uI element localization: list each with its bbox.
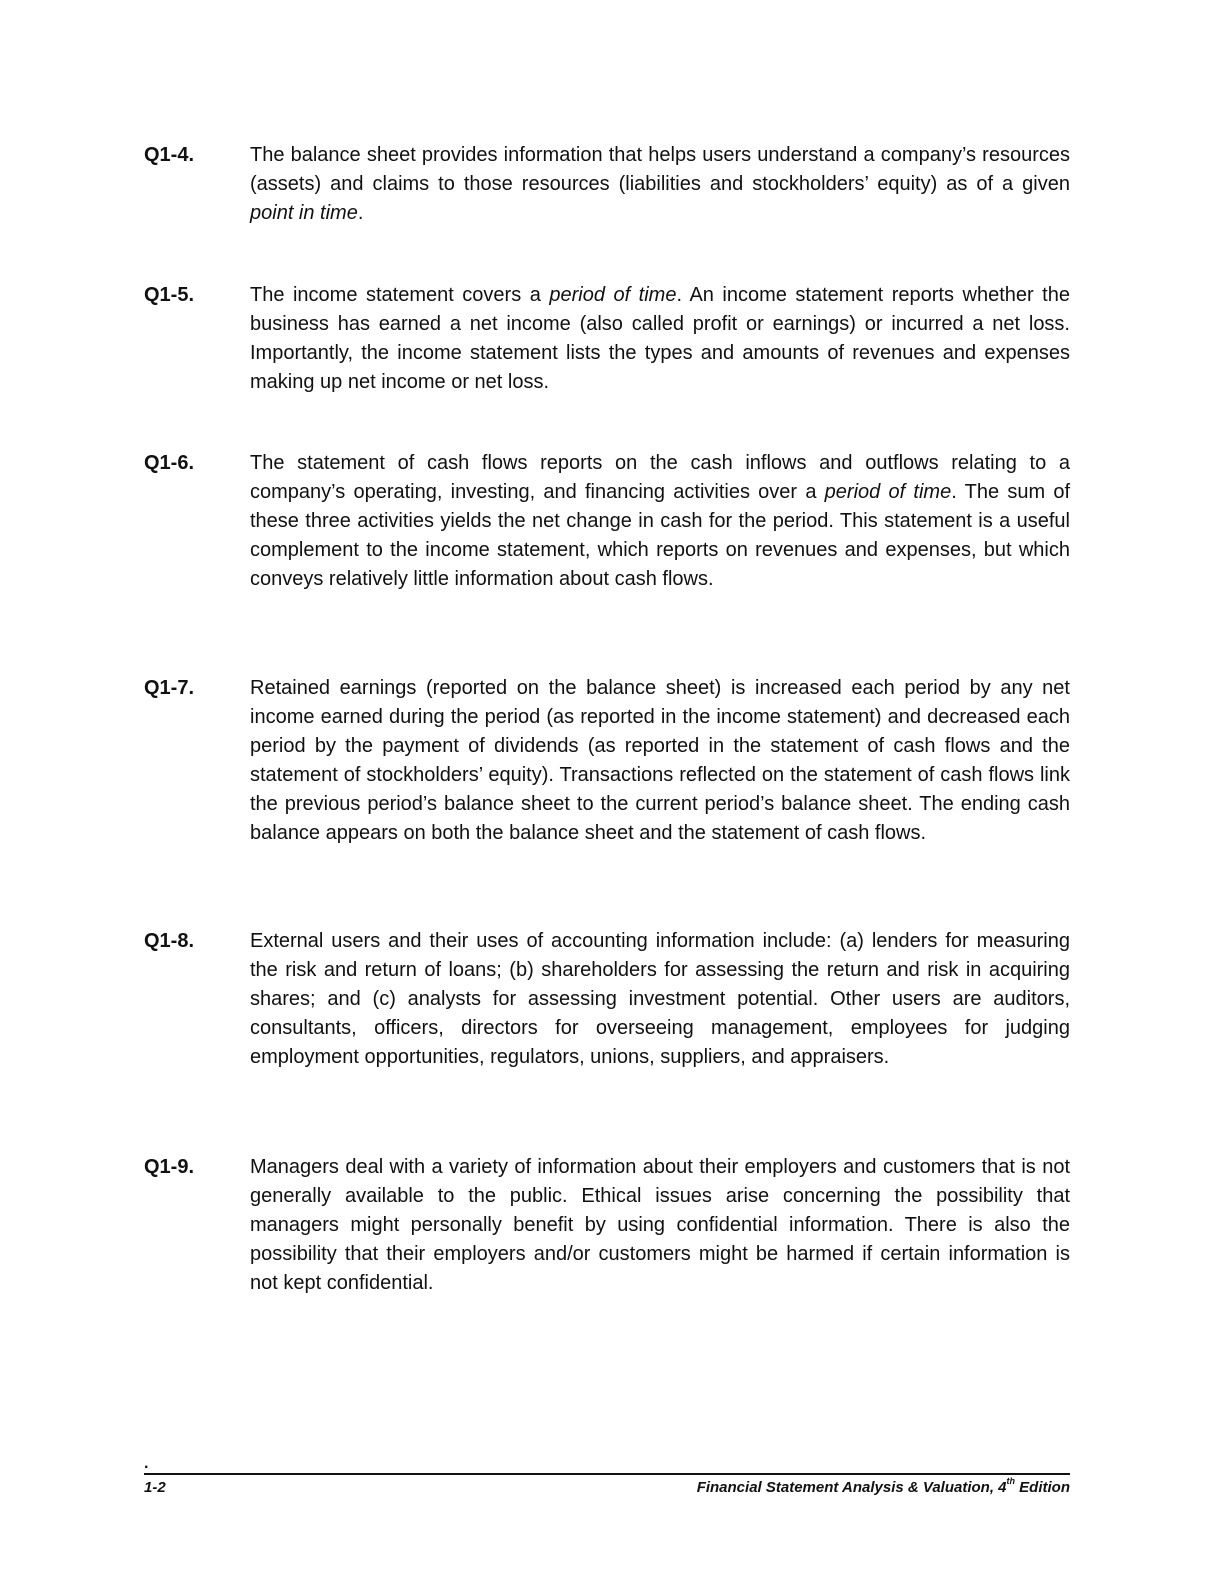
question-label: Q1-9. <box>144 1156 195 1178</box>
page-number: 1-2 <box>144 1479 166 1496</box>
question-answer <box>250 674 1070 848</box>
answer-text: . <box>357 202 364 224</box>
answer-text: The balance sheet provides information that helps users understand a company’s resources (assets) and claims to those resources (liabilities and stockholders’ equity) as of a given <box>250 144 1070 195</box>
footer-rule <box>144 1473 1070 1475</box>
book-title <box>697 1478 1070 1498</box>
question-label: Q1-5. <box>144 284 195 306</box>
answer-text: External users and their uses of accounting information include: (a) lenders for measuring the risk and return of loans; (b) shareholders for assessing the return and risk in acquiring shares; and (c) analysts for assessing investment potential. Other users are auditors, consultants, officers, directors for overseeing management, employees for judging employment opportunities, regulators, unions, suppliers, and appraisers. <box>250 930 1070 1068</box>
question-label: Q1-6. <box>144 452 195 474</box>
answer-text: . The sum of these three activities yields the net change in cash for the period. This statement is a useful complement to the income statement, which reports on revenues and expenses, but which conveys relatively little information about cash flows. <box>250 481 1071 590</box>
question-answer <box>250 1153 1070 1298</box>
question-answer <box>250 927 1070 1072</box>
answer-text: The income statement covers a <box>250 284 550 306</box>
question-label: Q1-7. <box>144 677 195 699</box>
emphasis-text: period of time <box>549 284 677 306</box>
answer-text: The statement of cash flows reports on the cash inflows and outflows relating to a company’s operating, investing, and financing activities over a <box>250 452 1070 503</box>
question-label: Q1-4. <box>144 144 195 166</box>
question-label: Q1-8. <box>144 930 195 952</box>
book-title-text: Financial Statement Analysis & Valuation, 4 <box>696 1479 1007 1496</box>
emphasis-text: period of time <box>824 481 952 503</box>
question-answer <box>250 281 1070 397</box>
question-answer <box>250 449 1070 594</box>
emphasis-text: point in time <box>250 202 358 224</box>
edition-word: Edition <box>1015 1479 1070 1496</box>
answer-text: Retained earnings (reported on the balance sheet) is increased each period by any net income earned during the period (as reported in the income statement) and decreased each period by the payment of dividends (as reported in the statement of cash flows and the statement of stockholders’ equity). Transactions reflected on the statement of cash flows link the previous period’s balance sheet to the current period’s balance sheet. The ending cash balance appears on both the balance sheet and the statement of cash flows. <box>250 677 1070 844</box>
question-answer <box>250 141 1070 228</box>
answer-text: . An income statement reports whether the business has earned a net income (also called profit or earnings) or incurred a net loss. Importantly, the income statement lists the types and amounts of revenues and expenses making up net income or net loss. <box>250 284 1070 393</box>
footer-mark: . <box>144 1455 149 1472</box>
answer-text: Managers deal with a variety of information about their employers and customers that is not generally available to the public. Ethical issues arise concerning the possibility that managers might personally benefit by using confidential information. There is also the possibility that their employers and/or customers might be harmed if certain information is not kept confidential. <box>250 1156 1070 1294</box>
edition-superscript: th <box>1006 1476 1015 1486</box>
